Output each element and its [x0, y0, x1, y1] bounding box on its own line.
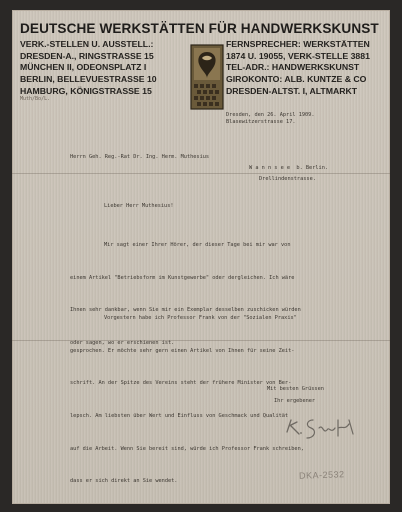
recipient-street: Drellindenstrasse. — [259, 176, 316, 182]
paragraph-line: Vorgestern habe ich Professor Frank von der "Sozialen Praxis" — [104, 314, 297, 321]
sender-address: Blasewitzerstrasse 17. — [226, 119, 296, 125]
letterhead-right-line: GIROKONTO: ALB. KUNTZE & CO — [226, 74, 367, 85]
paragraph-line: dass er sich direkt an Sie wendet. — [70, 478, 178, 485]
letterhead-left-line: HAMBURG, KÖNIGSTRASSE 15 — [20, 85, 152, 96]
paragraph-line: auf die Arbeit. Wenn Sie bereit sind, würde ich Professor Frank schreiben, — [70, 445, 304, 452]
letterhead-left-column — [20, 39, 157, 98]
company-logo-icon — [190, 44, 224, 110]
letter-date: Dresden, den 26. April 1909. — [226, 112, 315, 118]
letterhead-right-line: 1874 U. 19055, VERK-STELLE 3881 — [226, 50, 370, 61]
paragraph-2 — [70, 291, 304, 509]
letterhead-left-line: BERLIN, BELLEVUESTRASSE 10 — [20, 74, 157, 85]
paragraph-line: Mir sagt einer Ihrer Hörer, der dieser Tage bei mir war von — [104, 241, 291, 248]
recipient-place: W a n n s e e b. Berlin. — [249, 165, 329, 171]
paragraph-line: schrift. An der Spitze des Vereins steht der frühere Minister von Ber- — [70, 380, 292, 387]
paragraph-line: einem Artikel "Betriebsform im Kunstgewerbe" oder dergleichen. Ich wäre — [70, 274, 295, 281]
recipient-name: Herrn Geh. Reg.-Rat Dr. Ing. Herm. Muthesius — [70, 154, 210, 160]
letter-sheet — [12, 10, 390, 504]
fold-line — [12, 173, 390, 174]
letterhead-right-line: FERNSPRECHER: WERKSTÄTTEN — [226, 39, 370, 49]
letterhead-right-column — [226, 39, 370, 98]
archive-stamp: DKA-2532 — [298, 469, 345, 481]
paragraph-line: Ihnen sehr dankbar, wenn Sie mir ein Exemplar desselben zuschicken würden — [70, 307, 301, 314]
letterhead-left-line: VERK.-STELLEN U. AUSSTELL.: — [20, 39, 154, 49]
paragraph-line: oder sagen, wo er erschienen ist. — [70, 339, 175, 346]
letterhead-left-line: DRESDEN-A., RINGSTRASSE 15 — [20, 50, 154, 61]
salutation: Lieber Herr Muthesius! — [104, 203, 174, 209]
letterhead-left-line: MÜNCHEN II, ODEONSPLATZ I — [20, 62, 147, 73]
closing: Mit besten Grüssen — [267, 386, 324, 392]
paragraph-line: lepsch. Am liebsten über Wert und Einfluss von Geschmack und Qualität — [70, 412, 289, 419]
letterhead-right-line: TEL-ADR.: HANDWERKSKUNST — [226, 62, 360, 73]
closing-signoff: Ihr ergebener — [274, 398, 316, 404]
handwritten-signature — [283, 410, 357, 444]
paragraph-line: gesprochen. Er möchte sehr gern einen Artikel von Ihnen für seine Zeit- — [70, 347, 295, 354]
letterhead-right-line: DRESDEN-ALTST. I, ALTMARKT — [226, 85, 358, 96]
letterhead-title: DEUTSCHE WERKSTÄTTEN FÜR HANDWERKSKUNST — [20, 21, 379, 36]
reference-mark: Muth/Bo/L. — [20, 96, 51, 102]
